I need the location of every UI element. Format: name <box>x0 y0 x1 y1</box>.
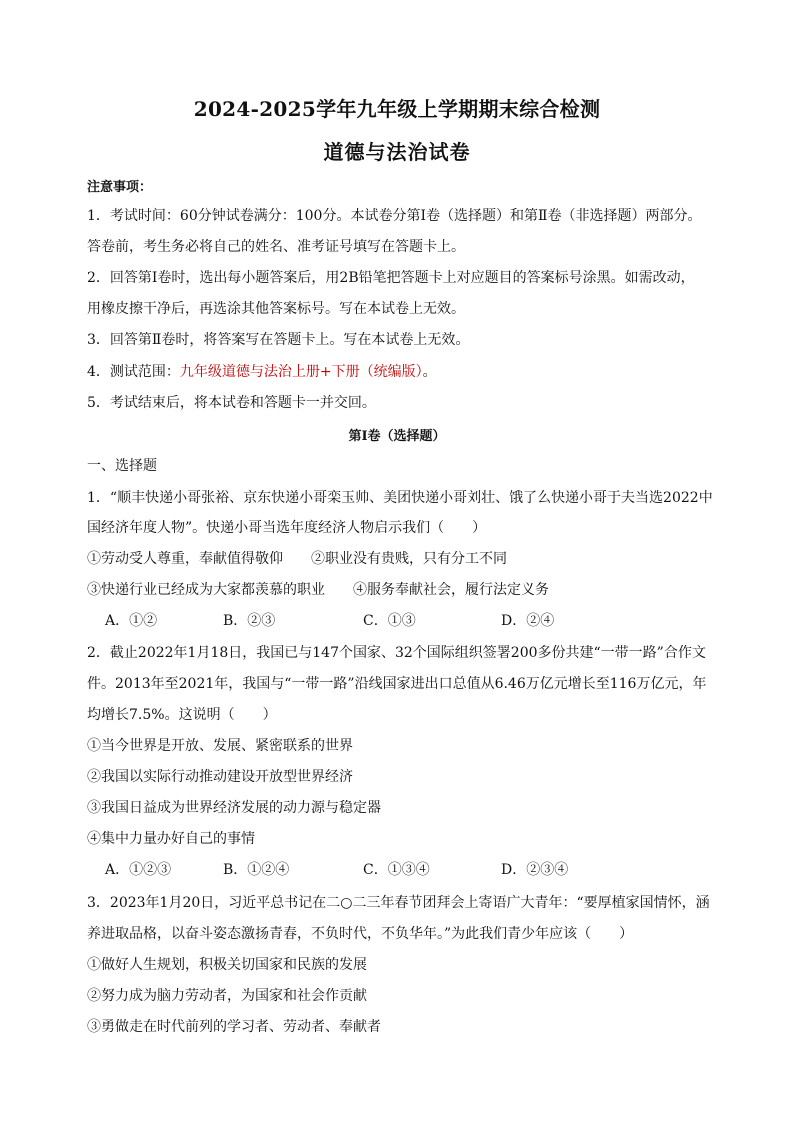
q2-option-3: ③我国日益成为世界经济发展的动力源与稳定器 <box>87 800 381 816</box>
q1-choice-d: D．②④ <box>501 613 555 629</box>
q3-option-3: ③勇做走在时代前列的学习者、劳动者、奉献者 <box>87 1019 381 1035</box>
q3-stem-line-1: 3．2023年1月20日，习近平总书记在二○二三年春节团拜会上寄语广大青年：“要厚植家国情怀，涵 <box>87 895 710 911</box>
note-line-2: 2．回答第Ⅰ卷时，选出每小题答案后，用2B铅笔把答题卡上对应题目的答案标号涂黑。如需改动， <box>87 270 695 286</box>
note-line-1b: 答卷前，考生务必将自己的姓名、准考证号填写在答题卡上。 <box>87 239 465 255</box>
q1-stem-line-1: 1．“顺丰快递小哥张裕、京东快递小哥栾玉帅、美团快递小哥刘壮、饿了么快递小哥于夫当选2022中 <box>87 490 713 506</box>
q3-option-2: ②努力成为脑力劳动者，为国家和社会作贡献 <box>87 988 367 1004</box>
q2-choice-a: A．①②③ <box>105 862 172 878</box>
note-line-1: 1．考试时间：60分钟试卷满分：100分。本试卷分第Ⅰ卷（选择题）和第Ⅱ卷（非选择题）两部分。 <box>87 208 702 224</box>
exam-subtitle: 道德与法治试卷 <box>323 140 471 164</box>
q1-choice-b: B．②③ <box>223 613 276 629</box>
part-heading: 一、选择题 <box>87 458 157 474</box>
q2-choice-d: D．②③④ <box>501 862 569 878</box>
notes-heading: 注意事项： <box>87 180 153 195</box>
q2-stem-line-3: 均增长7.5%。这说明（ ） <box>87 707 277 723</box>
q3-stem-line-2: 养进取品格，以奋斗姿态激扬青春，不负时代，不负华年。”为此我们青少年应该（ ） <box>87 926 634 942</box>
q2-stem-line-1: 2．截止2022年1月18日，我国已与147个国家、32个国际组织签署200多份共建“一带一路”合作文 <box>87 645 706 661</box>
q2-option-1: ①当今世界是开放、发展、紧密联系的世界 <box>87 738 353 754</box>
q3-option-1: ①做好人生规划，积极关切国家和民族的发展 <box>87 957 367 973</box>
q2-option-2: ②我国以实际行动推动建设开放型世界经济 <box>87 769 353 785</box>
q2-stem-line-2: 件。2013年至2021年，我国与“一带一路”沿线国家进出口总值从6.46万亿元增长至116万亿元，年 <box>87 676 707 692</box>
q1-choice-c: C．①③ <box>363 613 416 629</box>
note-line-5: 5．考试结束后，将本试卷和答题卡一并交回。 <box>87 395 376 411</box>
q1-choice-a: A．①② <box>105 613 158 629</box>
test-scope: 九年级道德与法治上册+下册（统编版） <box>179 364 423 380</box>
q1-option-line-1: ①劳动受人尊重，奉献值得敬仰 ②职业没有贵贱，只有分工不同 <box>87 551 507 567</box>
section-title: 第Ⅰ卷（选择题） <box>348 429 446 444</box>
note-line-3: 3．回答第Ⅱ卷时，将答案写在答题卡上。写在本试卷上无效。 <box>87 332 470 348</box>
q1-option-line-2: ③快递行业已经成为大家都羡慕的职业 ④服务奉献社会，履行法定义务 <box>87 582 549 598</box>
exam-title: 2024-2025学年九年级上学期期末综合检测 <box>193 97 601 121</box>
note-line-4-prefix: 4．测试范围： <box>87 364 180 380</box>
note-line-4 <box>87 362 437 382</box>
note-line-4-suffix: 。 <box>422 364 437 380</box>
q2-choice-c: C．①③④ <box>363 862 430 878</box>
note-line-2b: 用橡皮擦干净后，再选涂其他答案标号。写在本试卷上无效。 <box>87 301 465 317</box>
q2-choice-b: B．①②④ <box>223 862 290 878</box>
q1-stem-line-2: 国经济年度人物”。快递小哥当选年度经济人物启示我们（ ） <box>87 520 487 536</box>
q2-option-4: ④集中力量办好自己的事情 <box>87 831 255 847</box>
